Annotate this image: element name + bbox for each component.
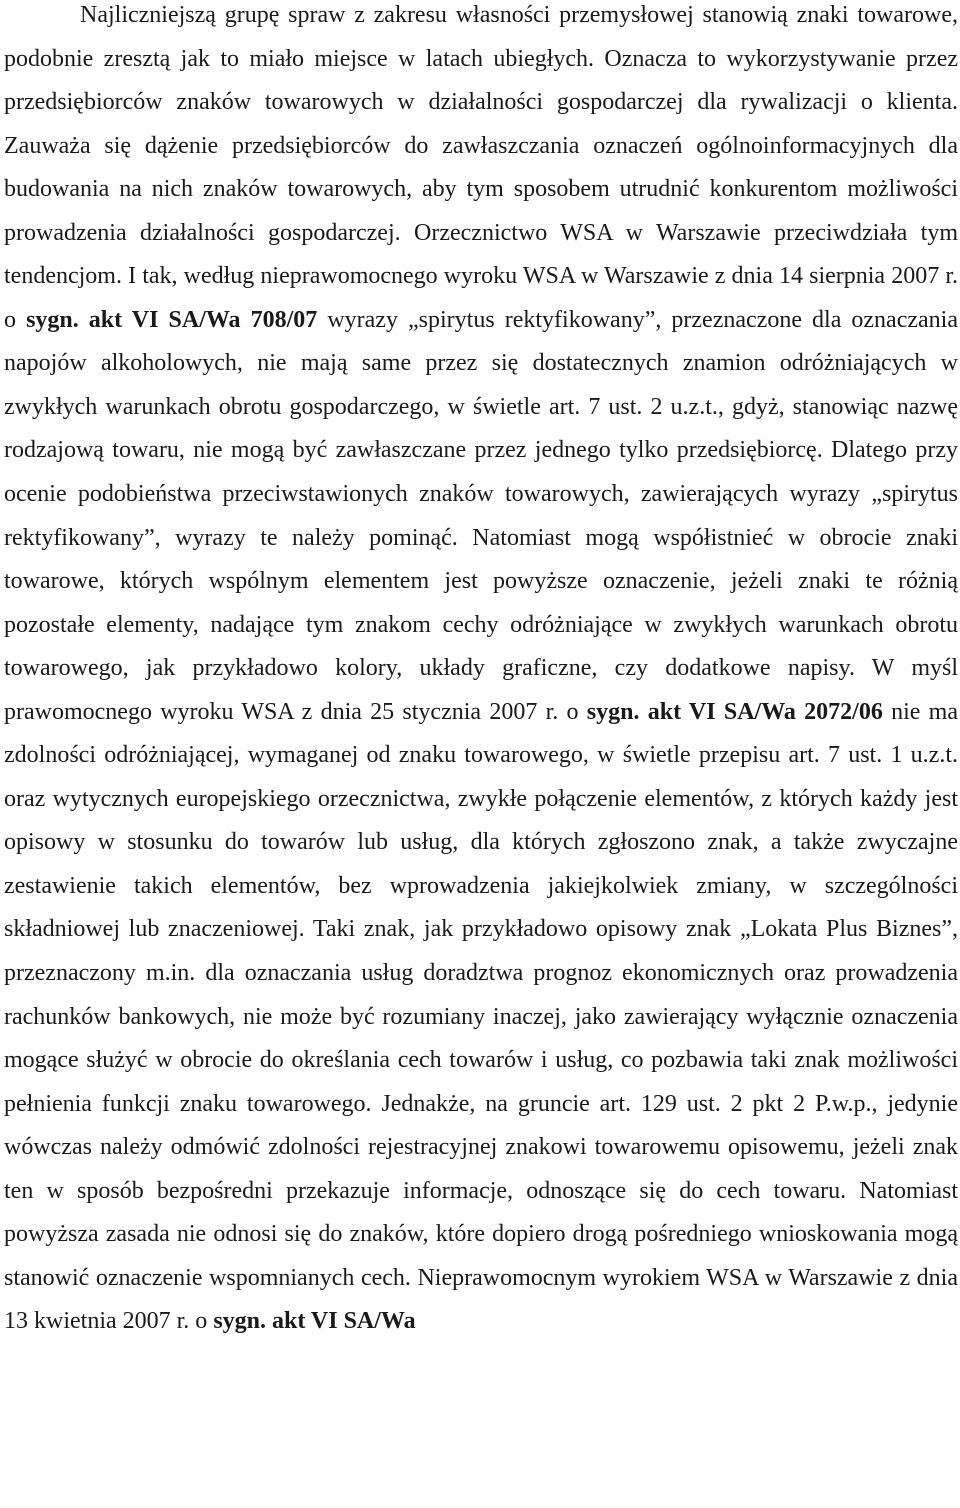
- paragraph-text: wyrazy „spirytus rektyfikowany”, przeznaczone dla oznaczania napojów alkoholowych, nie mają same przez się dostatecznych znamion odróżniających w zwykłych warunkach obrotu gospodarczego, w świetle art. 7 ust. 2 u.z.t., gdyż, stanowiąc nazwę rodzajową towaru, nie mogą być zawłaszczane przez jednego tylko przedsiębiorcę. Dlatego przy ocenie podobieństwa przeciwstawionych znaków towarowych, zawierających wyrazy „spirytus rektyfikowany”, wyrazy te należy pominąć. Natomiast mogą współistnieć w obrocie znaki towarowe, których wspólnym elementem jest powyższe oznaczenie, jeżeli znaki te różnią pozostałe elementy, nadające tym znakom cechy odróżniające w zwykłych warunkach obrotu towarowego, jak przykładowo kolory, układy graficzne, czy dodatkowe napisy. W myśl prawomocnego wyroku WSA z dnia 25 stycznia 2007 r. o: [4, 306, 958, 725]
- paragraph-text: nie ma zdolności odróżniającej, wymaganej od znaku towarowego, w świetle przepisu art. 7 ust. 1 u.z.t. oraz wytycznych europejskiego orzecznictwa, zwykłe połączenie elementów, z których każdy jest opisowy w stosunku do towarów lub usług, dla których zgłoszono znak, a także zwyczajne zestawienie takich elementów, bez wprowadzenia jakiejkolwiek zmiany, w szczególności składniowej lub znaczeniowej. Taki znak, jak przykładowo opisowy znak „Lokata Plus Biznes”, przeznaczony m.in. dla oznaczania usług doradztwa prognoz ekonomicznych oraz prowadzenia rachunków bankowych, nie może być rozumiany inaczej, jako zawierający wyłącznie oznaczenia mogące służyć w obrocie do określania cech towarów i usług, co pozbawia taki znak możliwości pełnienia funkcji znaku towarowego. Jednakże, na gruncie art. 129 ust. 2 pkt 2 P.w.p., jedynie wówczas należy odmówić zdolności rejestracyjnej znakowi towarowemu opisowemu, jeżeli znak ten w sposób bezpośredni przekazuje informacje, odnoszące się do cech towaru. Natomiast powyższa zasada nie odnosi się do znaków, które dopiero drogą pośredniego wnioskowania mogą stanowić oznaczenie wspomnianych cech. Nieprawomocnym wyrokiem WSA w Warszawie z dnia 13 kwietnia 2007 r. o: [4, 698, 959, 1335]
- case-reference: sygn. akt VI SA/Wa: [213, 1308, 416, 1335]
- body-paragraph: [4, 0, 958, 1344]
- case-reference: sygn. akt VI SA/Wa 2072/06: [586, 698, 883, 725]
- paragraph-text: Najliczniejszą grupę spraw z zakresu własności przemysłowej stanowią znaki towarowe, podobnie zresztą jak to miało miejsce w latach ubiegłych. Oznacza to wykorzystywanie przez przedsiębiorców znaków towarowych w działalności gospodarczej dla rywalizacji o klienta. Zauważa się dążenie przedsiębiorców do zawłaszczania oznaczeń ogólnoinformacyjnych dla budowania na nich znaków towarowych, aby tym sposobem utrudnić konkurentom możliwości prowadzenia działalności gospodarczej. Orzecznictwo WSA w Warszawie przeciwdziała tym tendencjom. I tak, według nieprawomocnego wyroku WSA w Warszawie z dnia 14 sierpnia 2007 r. o: [4, 2, 958, 333]
- case-reference: sygn. akt VI SA/Wa 708/07: [26, 306, 318, 333]
